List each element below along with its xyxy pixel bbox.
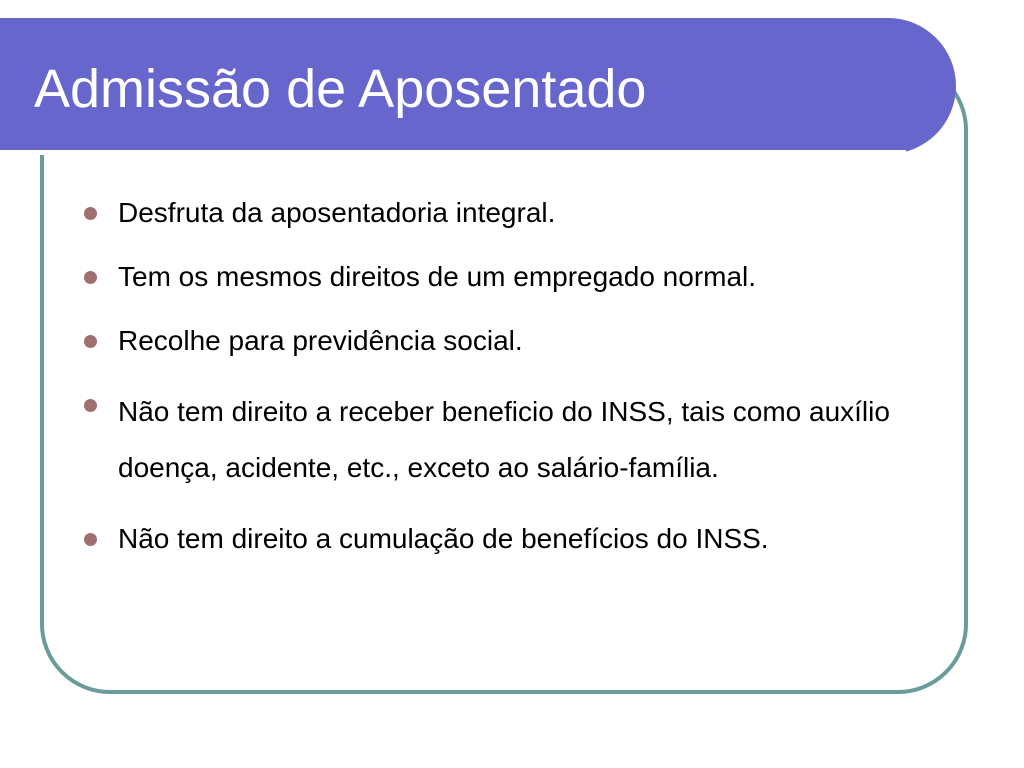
bullet-icon [84,207,97,220]
title-underline [0,150,906,155]
bullet-item [80,518,950,560]
bullet-item [80,192,950,234]
bullet-text: Recolhe para previdência social. [118,325,523,356]
title-bar [0,18,956,154]
slide-title: Admissão de Aposentado [34,59,647,119]
bullet-item [80,384,950,496]
bullet-text: Não tem direito a receber beneficio do INSS, tais como auxílio doença, acidente, etc., exceto ao salário-família. [118,396,890,483]
bullet-text: Tem os mesmos direitos de um empregado normal. [118,261,757,292]
bullet-list [80,192,950,582]
bullet-icon [84,533,97,546]
bullet-item [80,320,950,362]
bullet-item [80,256,950,298]
bullet-icon [84,399,97,412]
bullet-text: Desfruta da aposentadoria integral. [118,197,556,228]
bullet-icon [84,335,97,348]
bullet-icon [84,271,97,284]
bullet-text: Não tem direito a cumulação de benefícios do INSS. [118,523,769,554]
